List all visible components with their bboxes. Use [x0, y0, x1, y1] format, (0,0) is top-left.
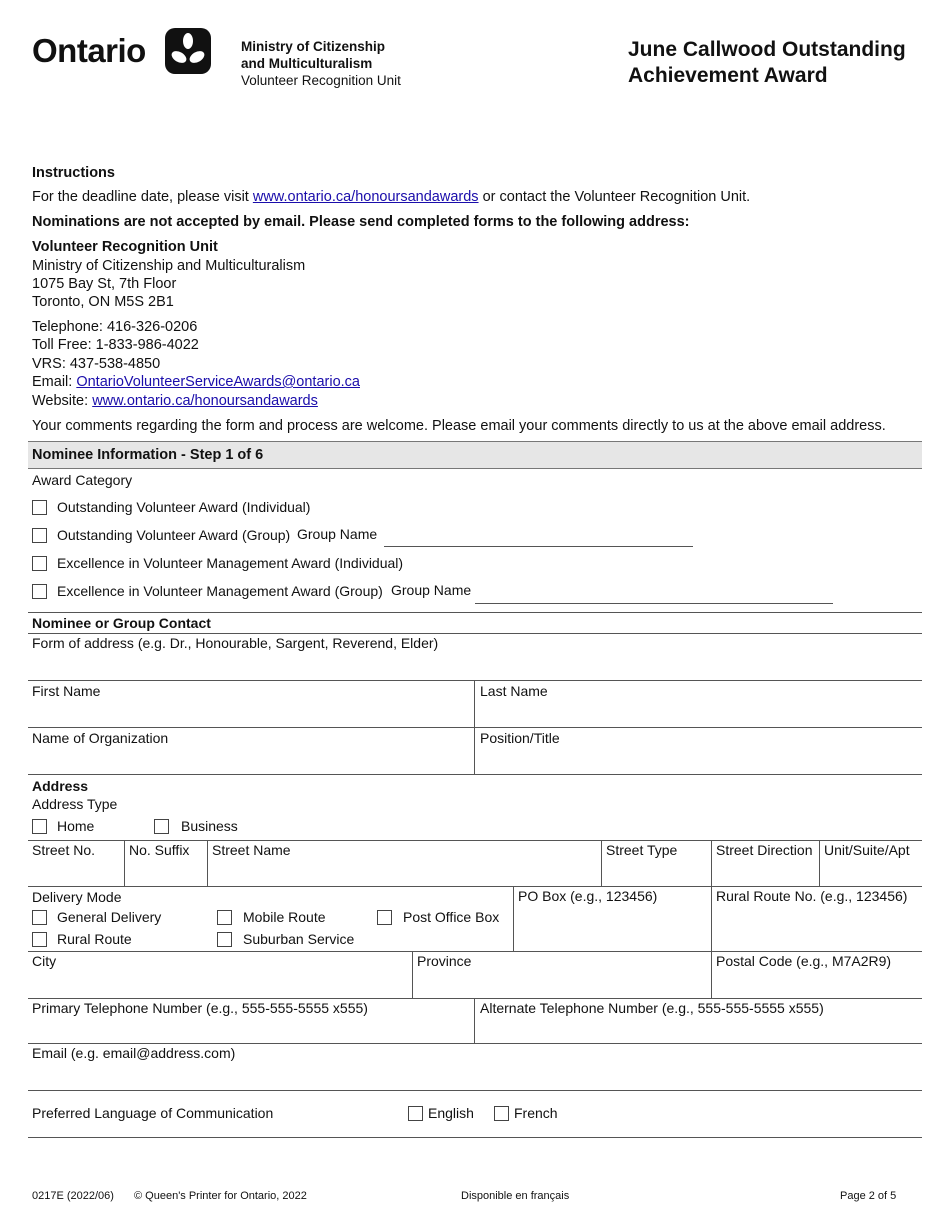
vrs-text: VRS: 437-538-4850 — [32, 356, 161, 372]
organization-label: Name of Organization — [32, 730, 169, 746]
mobile-route-checkbox[interactable] — [217, 910, 232, 925]
street-no-label: Street No. — [32, 842, 96, 858]
mobile-route-label: Mobile Route — [243, 909, 326, 925]
rural-route-label: Rural Route — [57, 931, 132, 947]
deadline-post: or contact the Volunteer Recognition Unit. — [482, 189, 751, 205]
unit-label: Unit/Suite/Apt — [824, 842, 910, 858]
option1-label: Outstanding Volunteer Award (Individual) — [57, 499, 311, 515]
website-link[interactable]: www.ontario.ca/honoursandawards — [92, 393, 318, 409]
suburban-service-checkbox[interactable] — [217, 932, 232, 947]
address-line2: 1075 Bay St, 7th Floor — [32, 276, 177, 292]
instructions-heading: Instructions — [32, 165, 115, 181]
post-office-box-checkbox[interactable] — [377, 910, 392, 925]
tollfree-text: Toll Free: 1-833-986-4022 — [32, 337, 199, 353]
delivery-field-bottom[interactable] — [28, 951, 922, 952]
page-number: Page 2 of 5 — [840, 1190, 897, 1202]
french-label: French — [514, 1105, 558, 1121]
post-office-box-label: Post Office Box — [403, 909, 500, 925]
primary-phone-label: Primary Telephone Number (e.g., 555-555-5555 x555) — [32, 1000, 368, 1016]
street-field-bottom[interactable] — [28, 886, 922, 887]
award-category-label: Award Category — [32, 472, 133, 488]
divider — [28, 1137, 922, 1138]
option3-checkbox[interactable] — [32, 556, 47, 571]
comments-text: Your comments regarding the form and process are welcome. Please email your comments directly to us at the above email address. — [32, 418, 886, 434]
language-label: Preferred Language of Communication — [32, 1105, 274, 1121]
divider — [474, 998, 475, 1043]
website-line — [32, 393, 318, 409]
general-delivery-checkbox[interactable] — [32, 910, 47, 925]
divider — [28, 840, 922, 841]
copyright: © Queen's Printer for Ontario, 2022 — [134, 1190, 307, 1202]
group-name-input-1[interactable] — [384, 546, 693, 547]
email-field-label: Email (e.g. email@address.com) — [32, 1045, 236, 1061]
home-label: Home — [57, 818, 95, 834]
province-label: Province — [417, 953, 472, 969]
email-field-bottom[interactable] — [28, 1090, 922, 1091]
form-title-line1: June Callwood Outstanding — [628, 38, 906, 61]
first-name-label: First Name — [32, 683, 101, 699]
divider — [711, 840, 712, 886]
option2-label: Outstanding Volunteer Award (Group) — [57, 527, 291, 543]
last-name-label: Last Name — [480, 683, 548, 699]
divider — [28, 612, 922, 613]
org-field-bottom[interactable] — [28, 774, 922, 775]
ministry-line2: and Multiculturalism — [241, 56, 373, 71]
divider — [207, 840, 208, 886]
trillium-logo-icon — [164, 27, 212, 75]
french-checkbox[interactable] — [494, 1106, 509, 1121]
option1-checkbox[interactable] — [32, 500, 47, 515]
form-of-address-label: Form of address (e.g. Dr., Honourable, Sargent, Reverend, Elder) — [32, 635, 439, 651]
english-checkbox[interactable] — [408, 1106, 423, 1121]
option2-checkbox[interactable] — [32, 528, 47, 543]
city-field-bottom[interactable] — [28, 998, 922, 999]
street-name-label: Street Name — [212, 842, 291, 858]
email-label: Email: — [32, 374, 73, 390]
deadline-text — [32, 189, 750, 205]
option4-label: Excellence in Volunteer Management Award (Group) — [57, 583, 383, 599]
address-type-label: Address Type — [32, 796, 118, 812]
address-heading: Address — [32, 778, 89, 794]
ministry-line1: Ministry of Citizenship — [241, 39, 386, 54]
email-line — [32, 374, 360, 390]
email-link[interactable]: OntarioVolunteerServiceAwards@ontario.ca — [76, 374, 360, 390]
step-title: Nominee Information - Step 1 of 6 — [32, 447, 264, 463]
address-line3: Toronto, ON M5S 2B1 — [32, 294, 174, 310]
group-name-input-2[interactable] — [475, 603, 833, 604]
street-type-label: Street Type — [606, 842, 678, 858]
divider — [711, 886, 712, 998]
home-checkbox[interactable] — [32, 819, 47, 834]
rural-route-no-label: Rural Route No. (e.g., 123456) — [716, 888, 908, 904]
postal-code-label: Postal Code (e.g., M7A2R9) — [716, 953, 892, 969]
option4-checkbox[interactable] — [32, 584, 47, 599]
address-line1: Ministry of Citizenship and Multiculturalism — [32, 258, 306, 274]
no-suffix-label: No. Suffix — [129, 842, 190, 858]
ontario-logo-text: Ontario — [32, 32, 146, 69]
form-title-line2: Achievement Award — [628, 64, 828, 87]
city-label: City — [32, 953, 57, 969]
unit-name: Volunteer Recognition Unit — [241, 73, 401, 88]
divider — [819, 840, 820, 886]
french-available: Disponible en français — [461, 1190, 570, 1202]
group-name-label-2: Group Name — [391, 582, 472, 598]
po-box-label: PO Box (e.g., 123456) — [518, 888, 658, 904]
phone-field-bottom[interactable] — [28, 1043, 922, 1044]
english-label: English — [428, 1105, 474, 1121]
contact-heading: Nominee or Group Contact — [32, 615, 211, 631]
option3-label: Excellence in Volunteer Management Award (Individual) — [57, 555, 404, 571]
not-accepted-notice: Nominations are not accepted by email. Please send completed forms to the following address: — [32, 214, 690, 230]
deadline-pre: For the deadline date, please visit — [32, 189, 249, 205]
position-label: Position/Title — [480, 730, 560, 746]
divider — [124, 840, 125, 886]
form-number: 0217E (2022/06) — [32, 1190, 114, 1202]
delivery-mode-label: Delivery Mode — [32, 889, 122, 905]
name-field-bottom[interactable] — [28, 727, 922, 728]
divider — [601, 840, 602, 886]
divider — [412, 951, 413, 998]
alternate-phone-label: Alternate Telephone Number (e.g., 555-555-5555 x555) — [480, 1000, 824, 1016]
telephone-text: Telephone: 416-326-0206 — [32, 319, 198, 335]
divider — [513, 886, 514, 951]
website-label: Website: — [32, 393, 89, 409]
business-label: Business — [181, 818, 238, 834]
form-of-address-field[interactable] — [28, 680, 922, 681]
group-name-label-1: Group Name — [297, 526, 378, 542]
business-checkbox[interactable] — [154, 819, 169, 834]
honours-link[interactable]: www.ontario.ca/honoursandawards — [252, 189, 479, 205]
address-name: Volunteer Recognition Unit — [32, 239, 218, 255]
suburban-service-label: Suburban Service — [243, 931, 355, 947]
rural-route-checkbox[interactable] — [32, 932, 47, 947]
street-direction-label: Street Direction — [716, 842, 813, 858]
general-delivery-label: General Delivery — [57, 909, 162, 925]
divider — [28, 633, 922, 634]
